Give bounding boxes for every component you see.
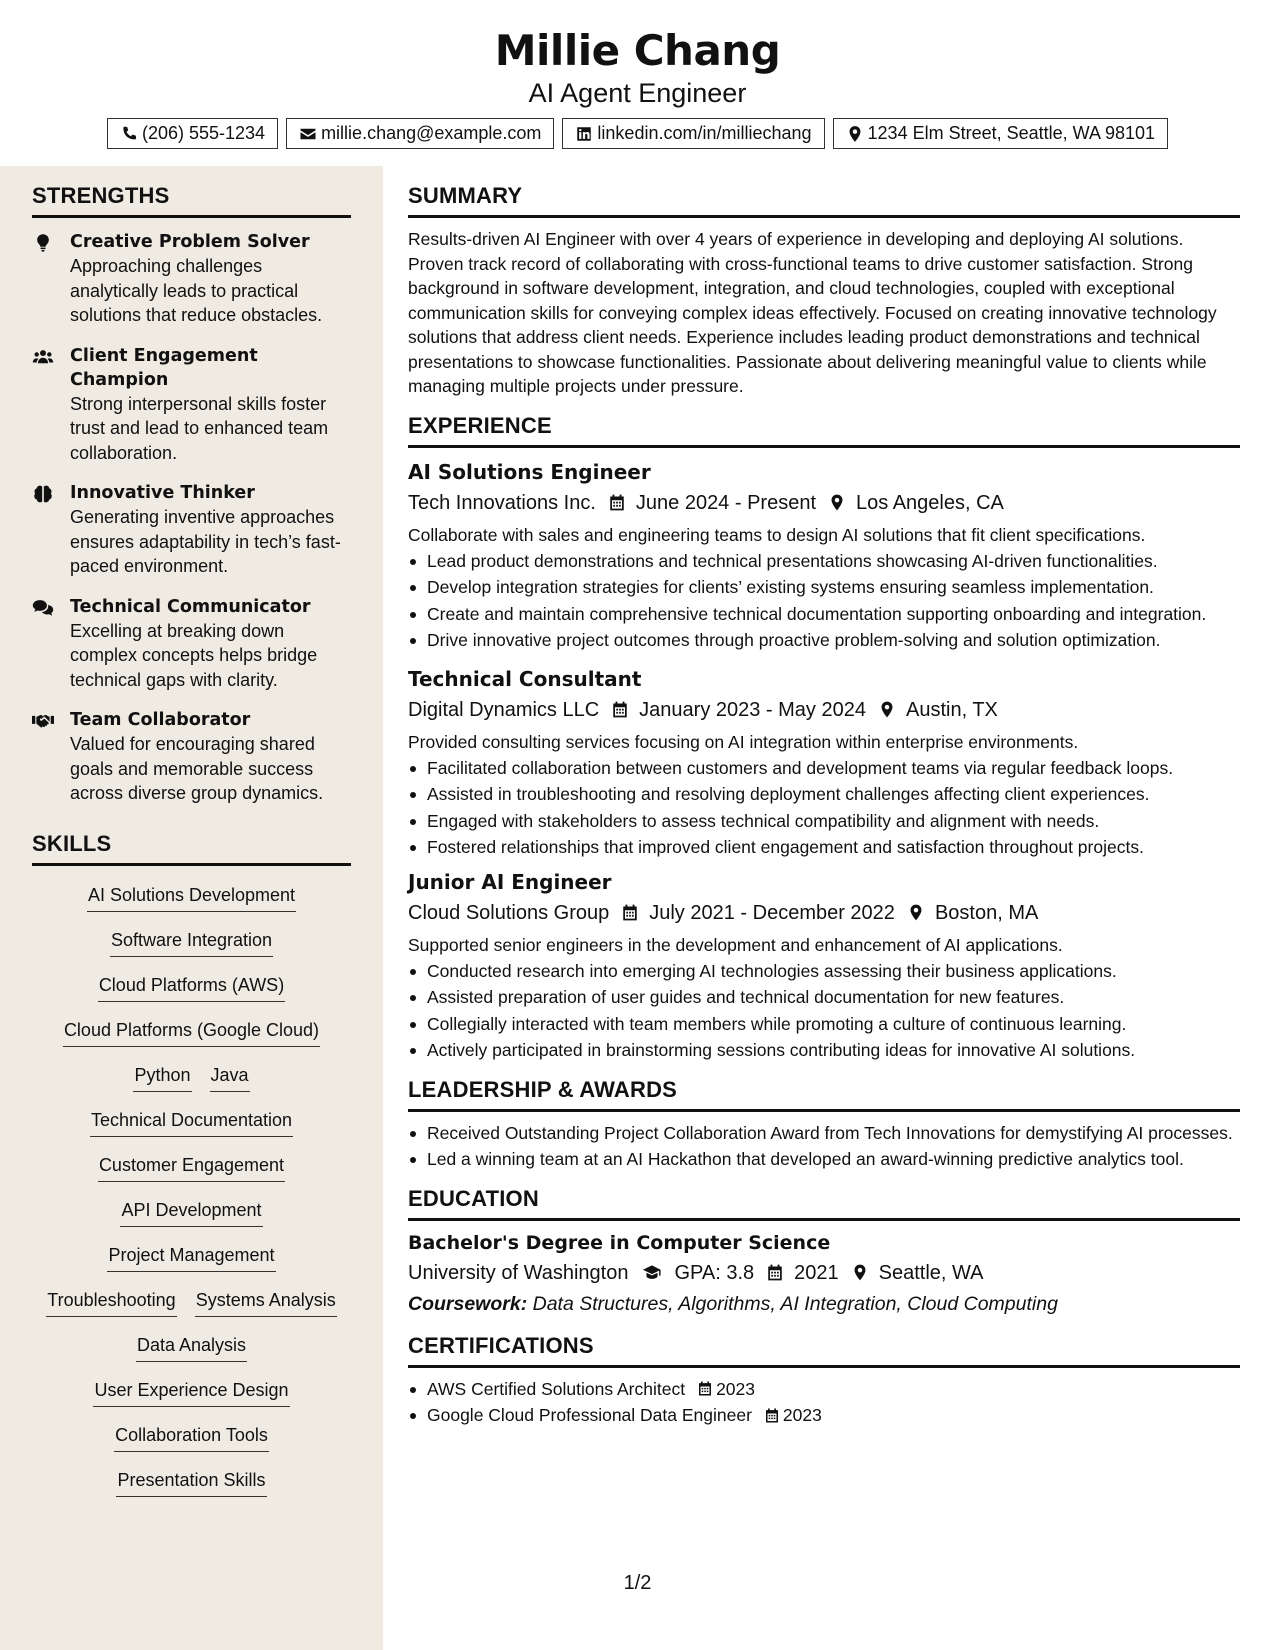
skill-row bbox=[0, 1467, 383, 1512]
calendar-icon bbox=[621, 903, 639, 922]
skill-tag: Project Management bbox=[107, 1242, 275, 1272]
list-item: Facilitated collaboration between customers and development teams via regular feedback loops. bbox=[408, 756, 1240, 781]
skill-row bbox=[0, 1017, 383, 1062]
job-bullets bbox=[408, 549, 1240, 653]
gpa-text: GPA: 3.8 bbox=[674, 1261, 755, 1284]
list-item: Drive innovative project outcomes through proactive problem-solving and solution optimization. bbox=[408, 628, 1240, 653]
skill-tag: User Experience Design bbox=[93, 1377, 289, 1407]
list-item: Lead product demonstrations and technical presentations showcasing AI-driven functionalities. bbox=[408, 549, 1240, 574]
skill-tag: Troubleshooting bbox=[46, 1287, 176, 1317]
skills-list bbox=[0, 882, 383, 1512]
list-item: Fostered relationships that improved client engagement and satisfaction throughout projects. bbox=[408, 835, 1240, 860]
map-pin-icon bbox=[878, 700, 896, 719]
job-title: AI Solutions Engineer bbox=[408, 459, 651, 484]
job-location: Austin, TX bbox=[905, 698, 998, 721]
job-bullets bbox=[408, 756, 1240, 860]
job-location: Los Angeles, CA bbox=[856, 491, 1004, 514]
contact-address[interactable] bbox=[833, 118, 1169, 149]
leadership-heading: LEADERSHIP & AWARDS bbox=[408, 1063, 1240, 1112]
candidate-name: Millie Chang bbox=[494, 26, 781, 75]
skill-tag: Presentation Skills bbox=[116, 1467, 266, 1497]
contact-phone[interactable] bbox=[107, 118, 278, 149]
list-item: Led a winning team at an AI Hackathon that developed an award-winning predictive analytics tool. bbox=[408, 1147, 1240, 1172]
school-name: University of Washington bbox=[408, 1261, 629, 1284]
job-description: Collaborate with sales and engineering teams to design AI solutions that fit client specifications. bbox=[408, 524, 1146, 545]
skill-row bbox=[0, 1287, 383, 1332]
strength-item bbox=[32, 230, 351, 328]
skill-row bbox=[0, 1107, 383, 1152]
education-entry bbox=[408, 1230, 1240, 1319]
leadership-list bbox=[408, 1121, 1240, 1172]
linkedin-icon bbox=[575, 125, 593, 143]
skill-tag: Java bbox=[210, 1062, 250, 1092]
education-meta bbox=[408, 1258, 1240, 1288]
job-meta bbox=[408, 488, 1240, 518]
job-entry bbox=[408, 665, 1240, 860]
strength-description: Strong interpersonal skills foster trust and lead to enhanced team collaboration. bbox=[70, 393, 329, 463]
list-item: Actively participated in brainstorming sessions contributing ideas for innovative AI solutions. bbox=[408, 1038, 1240, 1063]
calendar-icon bbox=[608, 493, 626, 512]
skill-row bbox=[0, 972, 383, 1017]
map-pin-icon bbox=[828, 493, 846, 512]
contact-bar bbox=[0, 118, 1275, 149]
map-pin-icon bbox=[851, 1263, 869, 1282]
job-dates: July 2021 - December 2022 bbox=[649, 901, 895, 924]
strength-description: Approaching challenges analytically leads to practical solutions that reduce obstacles. bbox=[70, 256, 323, 325]
graduation-cap-icon bbox=[640, 1263, 664, 1282]
job-company: Tech Innovations Inc. bbox=[408, 491, 596, 514]
skill-row bbox=[0, 1152, 383, 1197]
email-text: millie.chang@example.com bbox=[321, 123, 542, 143]
brain-icon bbox=[32, 484, 54, 504]
skill-tag: API Development bbox=[120, 1197, 262, 1227]
job-company: Cloud Solutions Group bbox=[408, 901, 610, 924]
calendar-icon bbox=[766, 1263, 784, 1282]
calendar-icon bbox=[611, 700, 629, 719]
list-item: Received Outstanding Project Collaboration Award from Tech Innovations for demystifying AI processes. bbox=[408, 1121, 1240, 1146]
job-title: Technical Consultant bbox=[408, 666, 642, 691]
list-item: Engaged with stakeholders to assess technical compatibility and alignment with needs. bbox=[408, 809, 1240, 834]
list-item bbox=[408, 1403, 1240, 1428]
job-entry bbox=[408, 458, 1240, 653]
strength-item bbox=[32, 708, 351, 806]
skill-row bbox=[0, 927, 383, 972]
phone-icon bbox=[120, 125, 138, 143]
job-dates: June 2024 - Present bbox=[635, 491, 817, 514]
school-location: Seattle, WA bbox=[878, 1261, 984, 1284]
list-item bbox=[408, 1377, 1240, 1402]
list-item: Develop integration strategies for clients’ existing systems ensuring seamless implementation. bbox=[408, 575, 1240, 600]
skill-tag: Collaboration Tools bbox=[114, 1422, 269, 1452]
strengths-heading: STRENGTHS bbox=[32, 166, 351, 218]
coursework bbox=[408, 1289, 1240, 1319]
graduation-year: 2021 bbox=[794, 1261, 839, 1284]
education-heading: EDUCATION bbox=[408, 1172, 1240, 1221]
calendar-icon bbox=[697, 1380, 713, 1397]
strength-description: Generating inventive approaches ensures adaptability in tech’s fast-paced environment. bbox=[70, 507, 341, 576]
skill-row bbox=[0, 1377, 383, 1422]
strength-item bbox=[32, 481, 351, 579]
map-pin-icon bbox=[846, 125, 864, 143]
skill-row bbox=[0, 1062, 383, 1107]
comments-icon bbox=[32, 598, 54, 618]
job-description: Provided consulting services focusing on AI integration within enterprise environments. bbox=[408, 731, 1079, 752]
experience-heading: EXPERIENCE bbox=[408, 399, 1240, 448]
main-column bbox=[408, 166, 1240, 1428]
skill-tag: Cloud Platforms (Google Cloud) bbox=[63, 1017, 320, 1047]
strength-title: Creative Problem Solver bbox=[70, 232, 310, 252]
summary-text: Results-driven AI Engineer with over 4 years of experience in developing and deploying AI solutions. Proven track record of collaborating with cross-functional teams to drive customer satisfaction. Strong background in software development, integration, and cloud technologies, coupled with exceptional communication skills for conveying complex ideas effectively. Focused on creating innovative technology solutions that address client needs. Experience includes leading product demonstrations and technical presentations to showcase functionalities. Passionate about delivering meaningful value to clients while managing multiple projects under pressure. bbox=[408, 229, 1217, 396]
job-meta bbox=[408, 695, 1240, 725]
job-description: Supported senior engineers in the development and enhancement of AI applications. bbox=[408, 934, 1063, 955]
job-entry bbox=[408, 868, 1240, 1063]
skill-row bbox=[0, 1422, 383, 1467]
skills-heading: SKILLS bbox=[32, 822, 351, 866]
page-indicator: 1/2 bbox=[623, 1572, 652, 1594]
resume-header bbox=[0, 0, 1275, 160]
calendar-icon bbox=[764, 1407, 780, 1424]
certifications-heading: CERTIFICATIONS bbox=[408, 1319, 1240, 1368]
skill-tag: Python bbox=[133, 1062, 191, 1092]
skill-row bbox=[0, 882, 383, 927]
strength-description: Valued for encouraging shared goals and memorable success across diverse group dynamics. bbox=[70, 734, 324, 803]
list-item: Assisted preparation of user guides and technical documentation for new features. bbox=[408, 985, 1240, 1010]
linkedin-text: linkedin.com/in/milliechang bbox=[597, 123, 812, 143]
skill-tag: Customer Engagement bbox=[98, 1152, 285, 1182]
certification-name: Google Cloud Professional Data Engineer bbox=[427, 1405, 752, 1425]
certification-year: 2023 bbox=[782, 1405, 822, 1425]
address-text: 1234 Elm Street, Seattle, WA 98101 bbox=[867, 123, 1156, 143]
list-item: Collegially interacted with team members while promoting a culture of continuous learning. bbox=[408, 1012, 1240, 1037]
certification-year: 2023 bbox=[716, 1378, 756, 1399]
job-bullets bbox=[408, 959, 1240, 1063]
coursework-list: Data Structures, Algorithms, AI Integration, Cloud Computing bbox=[532, 1292, 1058, 1315]
strength-item bbox=[32, 595, 351, 693]
skill-tag: Cloud Platforms (AWS) bbox=[98, 972, 285, 1002]
strength-title: Technical Communicator bbox=[70, 596, 311, 617]
users-icon bbox=[32, 347, 54, 367]
skill-row bbox=[0, 1197, 383, 1242]
certification-name: AWS Certified Solutions Architect bbox=[427, 1378, 686, 1399]
job-meta bbox=[408, 898, 1240, 928]
skill-tag: Data Analysis bbox=[136, 1332, 247, 1362]
job-company: Digital Dynamics LLC bbox=[408, 698, 600, 721]
job-dates: January 2023 - May 2024 bbox=[639, 698, 866, 721]
strength-item bbox=[32, 344, 351, 466]
list-item: Conducted research into emerging AI technologies assessing their business applications. bbox=[408, 959, 1240, 984]
job-location: Boston, MA bbox=[934, 901, 1039, 924]
coursework-label: Coursework: bbox=[408, 1292, 528, 1315]
strength-title: Client Engagement Champion bbox=[70, 345, 258, 390]
certifications-list bbox=[408, 1377, 1240, 1428]
strength-title: Team Collaborator bbox=[70, 710, 251, 730]
skill-tag: Systems Analysis bbox=[195, 1287, 337, 1317]
list-item: Create and maintain comprehensive technical documentation supporting onboarding and integration. bbox=[408, 602, 1240, 627]
skill-tag: AI Solutions Development bbox=[87, 882, 296, 912]
job-title: Junior AI Engineer bbox=[408, 869, 612, 894]
sidebar bbox=[0, 166, 383, 1650]
strength-description: Excelling at breaking down complex concepts helps bridge technical gaps with clarity. bbox=[70, 620, 318, 690]
phone-text: (206) 555-1234 bbox=[141, 123, 266, 143]
handshake-icon bbox=[32, 711, 54, 731]
contact-email[interactable] bbox=[286, 118, 554, 149]
lightbulb-icon bbox=[32, 233, 54, 253]
list-item: Assisted in troubleshooting and resolving deployment challenges affecting client experiences. bbox=[408, 782, 1240, 807]
envelope-icon bbox=[299, 125, 317, 143]
contact-linkedin[interactable] bbox=[562, 118, 824, 149]
skill-row bbox=[0, 1242, 383, 1287]
skill-row bbox=[0, 1332, 383, 1377]
skill-tag: Software Integration bbox=[110, 927, 273, 957]
strengths-list bbox=[0, 230, 351, 806]
strength-title: Innovative Thinker bbox=[70, 483, 255, 503]
skill-tag: Technical Documentation bbox=[90, 1107, 293, 1137]
summary-heading: SUMMARY bbox=[408, 166, 1240, 218]
map-pin-icon bbox=[907, 903, 925, 922]
candidate-title: AI Agent Engineer bbox=[528, 78, 747, 108]
degree-title: Bachelor's Degree in Computer Science bbox=[408, 1231, 831, 1254]
